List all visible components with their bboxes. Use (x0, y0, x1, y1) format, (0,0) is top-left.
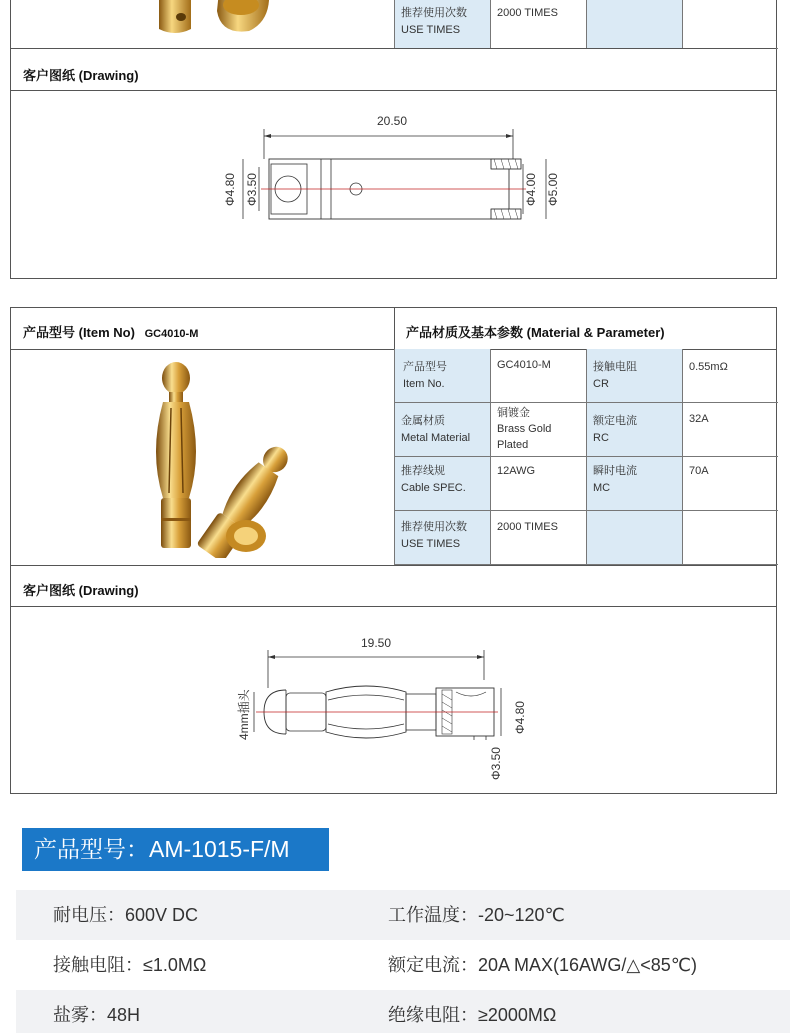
param-value: 70A (682, 457, 778, 511)
param-key: 推荐使用次数 USE TIMES (394, 511, 490, 565)
param-value: 0.55mΩ (682, 349, 778, 403)
product-card-1 (10, 0, 777, 279)
material-title: 产品材质及基本参数 (Material & Parameter) (406, 325, 665, 340)
spec-right: 绝缘电阻：≥2000MΩ (388, 1005, 557, 1025)
param-key: 接触电阻 CR (586, 349, 682, 403)
param-grid-2 (394, 349, 778, 565)
param-value: 12AWG (490, 457, 586, 511)
drawing-label: 客户图纸 (Drawing) (23, 68, 139, 83)
param-key: 推荐线规 Cable SPEC. (394, 457, 490, 511)
param-value (682, 0, 778, 49)
dim-d2: Φ3.50 (245, 173, 259, 206)
param-grid-1 (394, 0, 778, 49)
product-card-2 (10, 307, 777, 794)
spec-left: 耐电压：600V DC (53, 905, 199, 925)
connector-photo-2 (141, 358, 321, 558)
drawing-label: 客户图纸 (Drawing) (23, 583, 139, 598)
param-key: 额定电流 RC (586, 403, 682, 457)
param-key: 产品型号 Item No. (394, 349, 490, 403)
param-key: 推荐使用次数 USE TIMES (394, 0, 490, 49)
param-value: 32A (682, 403, 778, 457)
param-value: 铜镀金 Brass Gold Plated (490, 403, 586, 457)
connector-photo-1 (141, 0, 291, 41)
spec-left: 盐雾：48H (53, 1005, 141, 1025)
spec-row (16, 990, 790, 1033)
dim-length: 20.50 (377, 114, 408, 128)
spec-right: 额定电流：20A MAX(16AWG/△<85℃) (388, 955, 697, 975)
dim-d1-2: Φ4.80 (513, 701, 527, 734)
spec-right: 工作温度：-20~120℃ (388, 905, 565, 925)
dim-d1: Φ4.80 (223, 173, 237, 206)
dim-length-2: 19.50 (361, 636, 392, 650)
param-key (586, 0, 682, 49)
param-value: 2000 TIMES (490, 511, 586, 565)
param-value (682, 511, 778, 565)
dim-d2-2: Φ3.50 (489, 747, 503, 780)
dim-plug: 4mm插头 (237, 689, 251, 740)
param-value: 2000 TIMES (490, 0, 586, 49)
technical-drawing-1 (201, 109, 581, 239)
spec-left: 接触电阻：≤1.0MΩ (53, 955, 207, 975)
spec-row (16, 940, 790, 990)
spec-row (16, 890, 790, 940)
dim-d3: Φ4.00 (524, 173, 538, 206)
param-value: GC4010-M (490, 349, 586, 403)
param-key: 金属材质 Metal Material (394, 403, 490, 457)
param-key: 瞬时电流 MC (586, 457, 682, 511)
model-title-banner: 产品型号：AM-1015-F/M (22, 828, 329, 871)
param-key (586, 511, 682, 565)
dim-d4: Φ5.00 (546, 173, 560, 206)
item-no-label: 产品型号 (Item No) GC4010-M (23, 325, 199, 340)
technical-drawing-2 (216, 630, 546, 780)
